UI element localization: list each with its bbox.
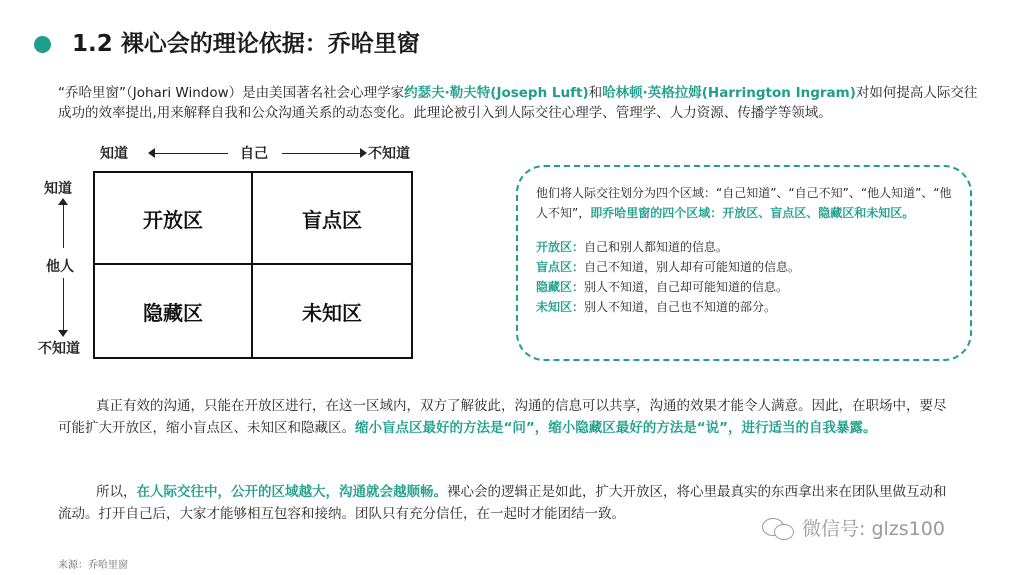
para2-text: 真正有效的沟通，只能在开放区进行，在这一区域内，双方了解彼此，沟通的信息可以共享，沟通的效果才能令人满意。因此，在职场中，要尽可能扩大开放区，缩小盲点区、未知区和隐藏区。 [58, 398, 947, 436]
source-note: 来源：乔哈里窗 [58, 560, 128, 571]
title-bullet-dot [34, 36, 51, 53]
arrow-down-icon [58, 330, 68, 337]
definition-desc: 自己和别人都知道的信息。 [584, 240, 729, 254]
quadrant-open: 开放区 [95, 173, 253, 265]
para3-text-1: 所以， [96, 484, 137, 500]
others-axis [38, 178, 90, 360]
definition-blind [536, 257, 952, 277]
arrow-right-icon [360, 148, 367, 158]
intro-luft: 约瑟夫·勒夫特(Joseph Luft) [404, 85, 589, 101]
definition-desc: 别人不知道，自己却可能知道的信息。 [584, 280, 789, 294]
para2-highlight: 缩小盲点区最好的方法是“问”，缩小隐藏区最好的方法是“说”，进行适当的自我暴露。 [355, 420, 877, 436]
others-known-label: 知道 [44, 181, 72, 197]
axis-line [63, 204, 64, 248]
definition-callout [516, 165, 972, 361]
definition-desc: 别人不知道，自己也不知道的部分。 [584, 300, 777, 314]
quadrant-hidden: 隐藏区 [95, 265, 253, 357]
para3-text-2: 裸心会的逻辑正是如此，扩大开放区，将心里最真实的东西拿出来在团队里做互动和流动。打开自己后，大家才能够相互包容和接纳。团队只有充分信任，在一起时才能团结一致。 [58, 484, 947, 522]
definition-hidden [536, 277, 952, 297]
definition-term: 未知区： [536, 300, 585, 314]
definition-desc: 自己不知道，别人却有可能知道的信息。 [584, 260, 801, 274]
body-paragraph-2 [58, 395, 958, 439]
self-axis-label: 自己 [240, 146, 268, 162]
watermark-text: 微信号: glzs100 [802, 518, 945, 540]
self-axis [100, 143, 410, 163]
intro-text-2: 和 [588, 85, 603, 101]
quadrant-unknown: 未知区 [302, 300, 362, 325]
axis-line [63, 278, 64, 332]
wechat-icon [762, 516, 796, 540]
others-unknown-label: 不知道 [38, 341, 80, 357]
wechat-watermark [762, 514, 945, 541]
intro-text-3: 对如何提高人际交往成功的效率提出,用来解释自我和公众沟通关系的动态变化。此理论被引入到人际交往心理学、管理学、人力资源、传播学等领域。 [58, 85, 978, 121]
quadrant-blind: 盲点区 [253, 173, 411, 265]
intro-text-1: “乔哈里窗”（Johari Window）是由美国著名社会心理学家 [58, 85, 405, 101]
johari-window-grid [93, 171, 413, 359]
self-known-label: 知道 [100, 146, 128, 162]
definition-open [536, 237, 952, 257]
definition-term: 盲点区： [536, 260, 585, 274]
intro-ingram: 哈林顿·英格拉姆(Harrington Ingram) [602, 85, 856, 101]
callout-intro-highlight: 即乔哈里窗的四个区域：开放区、盲点区、隐藏区和未知区。 [590, 206, 915, 220]
axis-line [282, 153, 360, 154]
others-axis-label: 他人 [46, 259, 74, 275]
definition-unknown [536, 297, 952, 317]
callout-intro-text: 他们将人际交往划分为四个区域：“自己知道”、“自己不知”、“他人知道”、“他人不知”， [536, 186, 952, 220]
definition-term: 隐藏区： [536, 280, 585, 294]
callout-intro [536, 183, 952, 223]
para3-highlight: 在人际交往中，公开的区域越大，沟通就会越顺畅。 [136, 484, 447, 500]
axis-line [150, 153, 228, 154]
self-unknown-label: 不知道 [368, 146, 410, 162]
definition-term: 开放区： [536, 240, 585, 254]
page-title: 1.2 裸心会的理论依据：乔哈里窗 [72, 31, 420, 57]
intro-paragraph [58, 83, 988, 123]
